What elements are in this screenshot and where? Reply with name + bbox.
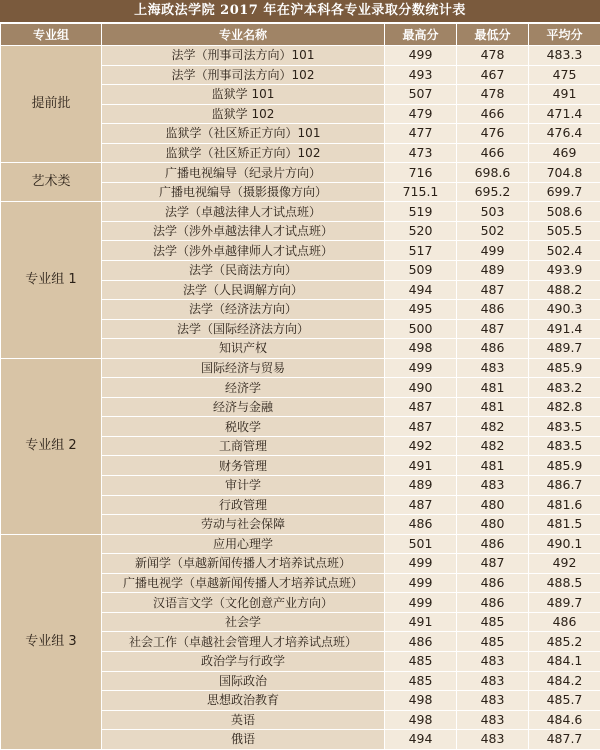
major-cell: 俄语 [102, 730, 385, 750]
min-score-cell: 485 [457, 612, 529, 632]
min-score-cell: 695.2 [457, 182, 529, 202]
max-score-cell: 487 [385, 417, 457, 437]
avg-score-cell: 704.8 [529, 163, 600, 183]
min-score-cell: 486 [457, 300, 529, 320]
max-score-cell: 473 [385, 143, 457, 163]
max-score-cell: 486 [385, 632, 457, 652]
min-score-cell: 483 [457, 730, 529, 750]
min-score-cell: 478 [457, 85, 529, 105]
major-cell: 国际政治 [102, 671, 385, 691]
avg-score-cell: 490.1 [529, 534, 600, 554]
avg-score-cell: 481.6 [529, 495, 600, 515]
avg-score-cell: 487.7 [529, 730, 600, 750]
avg-score-cell: 502.4 [529, 241, 600, 261]
avg-score-cell: 491 [529, 85, 600, 105]
major-cell: 经济学 [102, 378, 385, 398]
major-cell: 监狱学 102 [102, 104, 385, 124]
header-major: 专业名称 [102, 24, 385, 46]
major-cell: 新闻学（卓越新闻传播人才培养试点班） [102, 554, 385, 574]
avg-score-cell: 475 [529, 65, 600, 85]
major-cell: 监狱学 101 [102, 85, 385, 105]
header-group: 专业组 [1, 24, 102, 46]
min-score-cell: 503 [457, 202, 529, 222]
avg-score-cell: 476.4 [529, 124, 600, 144]
max-score-cell: 519 [385, 202, 457, 222]
major-cell: 广播电视学（卓越新闻传播人才培养试点班） [102, 573, 385, 593]
avg-score-cell: 482.8 [529, 397, 600, 417]
major-cell: 法学（国际经济法方向） [102, 319, 385, 339]
max-score-cell: 495 [385, 300, 457, 320]
avg-score-cell: 489.7 [529, 339, 600, 359]
avg-score-cell: 484.1 [529, 651, 600, 671]
min-score-cell: 483 [457, 358, 529, 378]
min-score-cell: 487 [457, 554, 529, 574]
table-row [1, 46, 600, 66]
max-score-cell: 479 [385, 104, 457, 124]
avg-score-cell: 490.3 [529, 300, 600, 320]
major-cell: 法学（刑事司法方向）101 [102, 46, 385, 66]
min-score-cell: 483 [457, 691, 529, 711]
max-score-cell: 715.1 [385, 182, 457, 202]
avg-score-cell: 485.7 [529, 691, 600, 711]
max-score-cell: 509 [385, 261, 457, 281]
table-row [1, 358, 600, 378]
avg-score-cell: 483.5 [529, 417, 600, 437]
table-row [1, 534, 600, 554]
major-cell: 汉语言文学（文化创意产业方向） [102, 593, 385, 613]
max-score-cell: 499 [385, 554, 457, 574]
group-cell: 专业组 3 [1, 534, 102, 749]
avg-score-cell: 486.7 [529, 476, 600, 496]
major-cell: 法学（卓越法律人才试点班） [102, 202, 385, 222]
group-cell: 艺术类 [1, 163, 102, 202]
avg-score-cell: 488.2 [529, 280, 600, 300]
max-score-cell: 494 [385, 280, 457, 300]
major-cell: 社会学 [102, 612, 385, 632]
min-score-cell: 482 [457, 436, 529, 456]
max-score-cell: 491 [385, 456, 457, 476]
min-score-cell: 486 [457, 573, 529, 593]
max-score-cell: 501 [385, 534, 457, 554]
max-score-cell: 716 [385, 163, 457, 183]
avg-score-cell: 483.5 [529, 436, 600, 456]
min-score-cell: 481 [457, 378, 529, 398]
max-score-cell: 489 [385, 476, 457, 496]
min-score-cell: 487 [457, 319, 529, 339]
min-score-cell: 483 [457, 476, 529, 496]
min-score-cell: 467 [457, 65, 529, 85]
major-cell: 法学（涉外卓越律师人才试点班） [102, 241, 385, 261]
max-score-cell: 498 [385, 339, 457, 359]
major-cell: 法学（经济法方向） [102, 300, 385, 320]
header-avg-score: 平均分 [529, 24, 600, 46]
major-cell: 监狱学（社区矫正方向）102 [102, 143, 385, 163]
major-cell: 监狱学（社区矫正方向）101 [102, 124, 385, 144]
major-cell: 政治学与行政学 [102, 651, 385, 671]
max-score-cell: 487 [385, 397, 457, 417]
max-score-cell: 492 [385, 436, 457, 456]
major-cell: 思想政治教育 [102, 691, 385, 711]
min-score-cell: 481 [457, 456, 529, 476]
avg-score-cell: 505.5 [529, 221, 600, 241]
major-cell: 行政管理 [102, 495, 385, 515]
min-score-cell: 481 [457, 397, 529, 417]
avg-score-cell: 493.9 [529, 261, 600, 281]
min-score-cell: 486 [457, 593, 529, 613]
max-score-cell: 499 [385, 593, 457, 613]
max-score-cell: 493 [385, 65, 457, 85]
max-score-cell: 486 [385, 515, 457, 535]
max-score-cell: 487 [385, 495, 457, 515]
max-score-cell: 507 [385, 85, 457, 105]
min-score-cell: 489 [457, 261, 529, 281]
avg-score-cell: 483.3 [529, 46, 600, 66]
min-score-cell: 502 [457, 221, 529, 241]
major-cell: 法学（刑事司法方向）102 [102, 65, 385, 85]
min-score-cell: 485 [457, 632, 529, 652]
min-score-cell: 480 [457, 515, 529, 535]
max-score-cell: 494 [385, 730, 457, 750]
max-score-cell: 491 [385, 612, 457, 632]
group-cell: 专业组 2 [1, 358, 102, 534]
major-cell: 广播电视编导（纪录片方向） [102, 163, 385, 183]
min-score-cell: 483 [457, 671, 529, 691]
max-score-cell: 500 [385, 319, 457, 339]
avg-score-cell: 469 [529, 143, 600, 163]
min-score-cell: 698.6 [457, 163, 529, 183]
avg-score-cell: 486 [529, 612, 600, 632]
major-cell: 社会工作（卓越社会管理人才培养试点班） [102, 632, 385, 652]
table-body [1, 46, 600, 750]
max-score-cell: 520 [385, 221, 457, 241]
avg-score-cell: 485.9 [529, 358, 600, 378]
min-score-cell: 466 [457, 143, 529, 163]
min-score-cell: 483 [457, 651, 529, 671]
major-cell: 工商管理 [102, 436, 385, 456]
score-table [0, 23, 600, 750]
max-score-cell: 498 [385, 691, 457, 711]
avg-score-cell: 481.5 [529, 515, 600, 535]
header-max-score: 最高分 [385, 24, 457, 46]
major-cell: 法学（人民调解方向） [102, 280, 385, 300]
major-cell: 经济与金融 [102, 397, 385, 417]
major-cell: 财务管理 [102, 456, 385, 476]
major-cell: 审计学 [102, 476, 385, 496]
header-row [1, 24, 600, 46]
max-score-cell: 485 [385, 651, 457, 671]
max-score-cell: 499 [385, 573, 457, 593]
major-cell: 国际经济与贸易 [102, 358, 385, 378]
min-score-cell: 480 [457, 495, 529, 515]
max-score-cell: 499 [385, 46, 457, 66]
max-score-cell: 485 [385, 671, 457, 691]
header-min-score: 最低分 [457, 24, 529, 46]
max-score-cell: 477 [385, 124, 457, 144]
max-score-cell: 517 [385, 241, 457, 261]
min-score-cell: 483 [457, 710, 529, 730]
table-row [1, 163, 600, 183]
major-cell: 法学（民商法方向） [102, 261, 385, 281]
avg-score-cell: 508.6 [529, 202, 600, 222]
min-score-cell: 478 [457, 46, 529, 66]
group-cell: 提前批 [1, 46, 102, 163]
min-score-cell: 482 [457, 417, 529, 437]
table-row [1, 202, 600, 222]
major-cell: 税收学 [102, 417, 385, 437]
major-cell: 法学（涉外卓越法律人才试点班） [102, 221, 385, 241]
min-score-cell: 466 [457, 104, 529, 124]
avg-score-cell: 485.9 [529, 456, 600, 476]
min-score-cell: 487 [457, 280, 529, 300]
avg-score-cell: 492 [529, 554, 600, 574]
avg-score-cell: 489.7 [529, 593, 600, 613]
avg-score-cell: 483.2 [529, 378, 600, 398]
major-cell: 英语 [102, 710, 385, 730]
avg-score-cell: 699.7 [529, 182, 600, 202]
min-score-cell: 486 [457, 534, 529, 554]
avg-score-cell: 484.6 [529, 710, 600, 730]
max-score-cell: 499 [385, 358, 457, 378]
major-cell: 劳动与社会保障 [102, 515, 385, 535]
min-score-cell: 486 [457, 339, 529, 359]
table-title: 上海政法学院 2017 年在沪本科各专业录取分数统计表 [0, 0, 600, 23]
major-cell: 知识产权 [102, 339, 385, 359]
avg-score-cell: 471.4 [529, 104, 600, 124]
max-score-cell: 490 [385, 378, 457, 398]
min-score-cell: 499 [457, 241, 529, 261]
max-score-cell: 498 [385, 710, 457, 730]
group-cell: 专业组 1 [1, 202, 102, 358]
major-cell: 应用心理学 [102, 534, 385, 554]
avg-score-cell: 485.2 [529, 632, 600, 652]
min-score-cell: 476 [457, 124, 529, 144]
avg-score-cell: 491.4 [529, 319, 600, 339]
major-cell: 广播电视编导（摄影摄像方向） [102, 182, 385, 202]
avg-score-cell: 484.2 [529, 671, 600, 691]
avg-score-cell: 488.5 [529, 573, 600, 593]
